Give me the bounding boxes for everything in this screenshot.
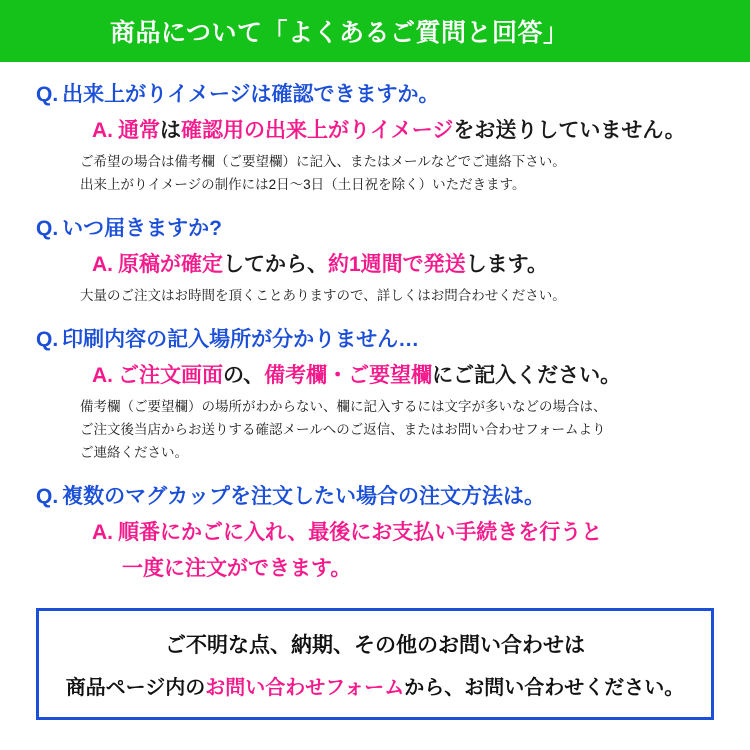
question-line-3 [36,323,714,353]
contact-line-2-post: から、お問い合わせください。 [404,676,685,699]
question-line-2 [36,212,714,242]
faq-item-2 [36,212,714,307]
page-header [0,0,750,62]
answer-part-3-1: ご注文画面 [118,363,223,387]
question-line-4 [36,480,714,510]
page-title: 商品について「よくあるご質問と回答」 [110,19,569,47]
question-text-2: いつ届きますか? [62,216,222,240]
answer-marker-4: A. [92,520,113,544]
faq-item-4 [36,480,714,582]
note-2-1: 大量のご注文はお時間を頂くことありますので、詳しくはお問合わせください。 [80,287,566,303]
answer-part-4-3: 一度に注文ができます。 [122,556,352,580]
note-3-3: ご連絡ください。 [80,444,188,460]
faq-item-1 [36,78,714,196]
note-1-2: 出来上がりイメージの制作には2日〜3日（土日祝を除く）いただきます。 [80,176,526,192]
answer-marker-2: A. [92,252,113,276]
contact-form-link[interactable]: お問い合わせフォーム [205,676,405,699]
contact-line-1: ご不明な点、納期、その他のお問い合わせは [165,633,585,657]
answer-part-1-4: をお送りしていません。 [453,119,686,142]
question-marker-3: Q. [36,327,59,351]
note-3-2: ご注文後当店からお送りする確認メールへのご返信、またはお問い合わせフォームより [80,421,606,437]
question-marker-1: Q. [36,83,59,106]
answer-part-4-1: 順番にかごに入れ、 [118,520,309,544]
question-text-4: 複数のマグカップを注文したい場合の注文方法は。 [62,484,545,508]
answer-line-4b [122,552,714,582]
question-marker-2: Q. [36,216,59,240]
answer-part-2-1: 原稿が確定 [118,252,223,276]
answer-line-4 [92,516,714,546]
answer-marker-1: A. [92,119,113,142]
contact-box [36,608,714,720]
contact-line-2 [66,671,685,700]
answer-marker-3: A. [92,363,113,387]
answer-part-2-2: してから、 [223,252,328,276]
question-text-1: 出来上がりイメージは確認できますか。 [62,83,440,106]
answer-part-4-2: 最後にお支払い手続きを行うと [308,520,603,544]
note-1-1: ご希望の場合は備考欄（ご要望欄）に記入、またはメールなどでご連絡下さい。 [80,154,566,169]
note-3-1: 備考欄（ご要望欄）の場所がわからない、欄に記入するには文字が多いなどの場合は、 [80,398,607,414]
answer-part-3-2: の、 [223,363,265,387]
answer-line-1 [92,114,714,144]
question-marker-4: Q. [36,484,59,508]
answer-line-3 [92,359,714,389]
contact-line-2-pre: 商品ページ内の [65,676,206,699]
answer-line-2 [92,248,714,278]
question-text-3: 印刷内容の記入場所が分かりません… [62,327,420,351]
answer-part-3-3: 備考欄・ご要望欄 [264,363,433,387]
answer-part-2-4: します。 [465,252,549,276]
answer-part-1-3: 確認用の出来上がりイメージ [181,119,454,142]
answer-part-3-4: にご記入ください。 [432,363,622,387]
answer-part-2-3: 約1週間で発送 [328,252,466,276]
answer-part-1-1: 通常 [118,119,160,142]
faq-content [0,62,750,586]
faq-item-3 [36,323,714,464]
answer-part-1-2: は [160,119,181,142]
question-line-1 [36,78,714,108]
